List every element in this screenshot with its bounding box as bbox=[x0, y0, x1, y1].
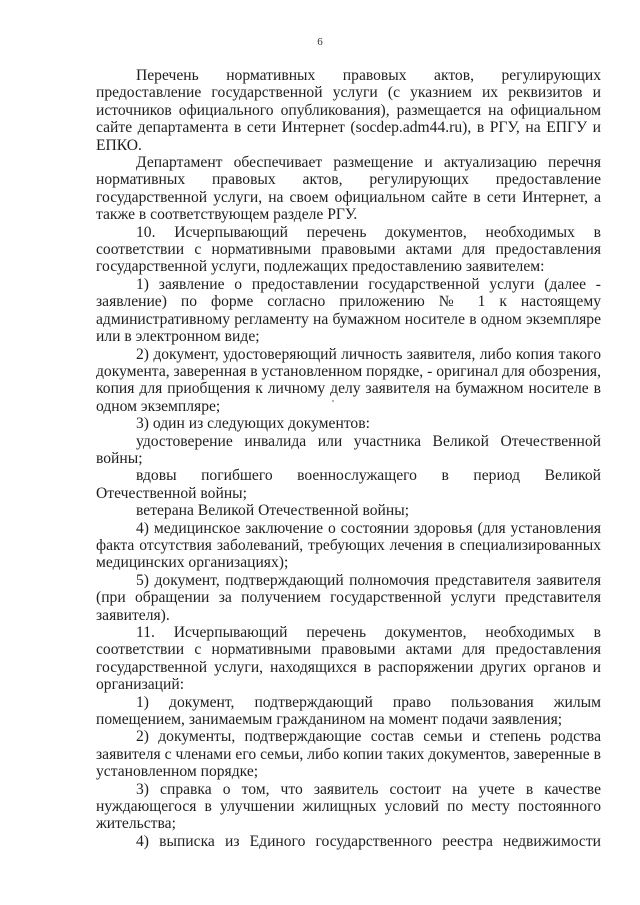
list-subitem-widows: вдовы погибшего военнослужащего в период Великой Отечественной войны; bbox=[96, 467, 601, 502]
list-subitem-invalid-certificate: удостоверение инвалида или участника Великой Отечественной войны; bbox=[96, 432, 601, 467]
list-item-11-3: 3) справка о том, что заявитель состоит на учете в качестве нуждающегося в улучшении жилищных условий по месту постоянного жительства; bbox=[96, 780, 601, 833]
list-subitem-veteran: ветерана Великой Отечественной войны; bbox=[136, 502, 410, 520]
list-item-10-3: 3) один из следующих документов: bbox=[136, 415, 370, 433]
paragraph-npa-list-update: Департамент обеспечивает размещение и актуализацию перечня нормативных правовых актов, регулирующих предоставление государственной услуги, на своем официальном сайте в сети Интернет, а также в соответствующем разделе РГУ. bbox=[96, 154, 601, 224]
list-item-10-5: 5) документ, подтверждающий полномочия представителя заявителя (при обращении за получением государственной услуги представителя заявителя). bbox=[96, 571, 601, 624]
list-item-10-1: 1) заявление о предоставлении государственной услуги (далее - заявление) по форме согласно приложению № 1 к настоящему административному регламенту на бумажном носителе в одном экземпляре или в электронном виде; bbox=[96, 275, 601, 346]
list-item-10-2: 2) документ, удостоверяющий личность заявителя, либо копия такого документа, заверенная в установленном порядке, - оригинал для обозрения, копия для приобщения к личному делу заявителя на бумажном носителе в одном экземпляре; bbox=[96, 345, 601, 415]
scan-speck bbox=[332, 400, 334, 402]
document-body bbox=[96, 67, 601, 850]
list-item-11-4: 4) выписка из Единого государственного реестра недвижимости bbox=[136, 832, 601, 850]
list-item-11-2: 2) документы, подтверждающие состав семьи и степень родства заявителя с членами его семьи, либо копии таких документов, заверенные в установленном порядке; bbox=[96, 728, 601, 781]
list-item-11-1: 1) документ, подтверждающий право пользования жилым помещением, занимаемым гражданином на момент подачи заявления; bbox=[96, 693, 601, 729]
paragraph-clause-11: 11. Исчерпывающий перечень документов, необходимых в соответствии с нормативными правовыми актами для предоставления государственной услуги, находящихся в распоряжении других органов и организаций: bbox=[96, 624, 601, 694]
paragraph-npa-list-publication: Перечень нормативных правовых актов, регулирующих предоставление государственной услуги (с указнием их реквизитов и источников официального опубликования), размещается на официальном сайте департамента в сети Интернет (socdep.adm44.ru), в РГУ, на ЕПГУ и ЕПКО. bbox=[96, 67, 601, 154]
list-item-10-4: 4) медицинское заключение о состоянии здоровья (для установления факта отсутствия заболеваний, требующих лечения в специализированных медицинских организациях); bbox=[96, 519, 601, 572]
page-number: 6 bbox=[317, 36, 323, 48]
paragraph-clause-10: 10. Исчерпывающий перечень документов, необходимых в соответствии с нормативными правовыми актами для предоставления государственной услуги, подлежащих предоставлению заявителем: bbox=[96, 223, 601, 276]
